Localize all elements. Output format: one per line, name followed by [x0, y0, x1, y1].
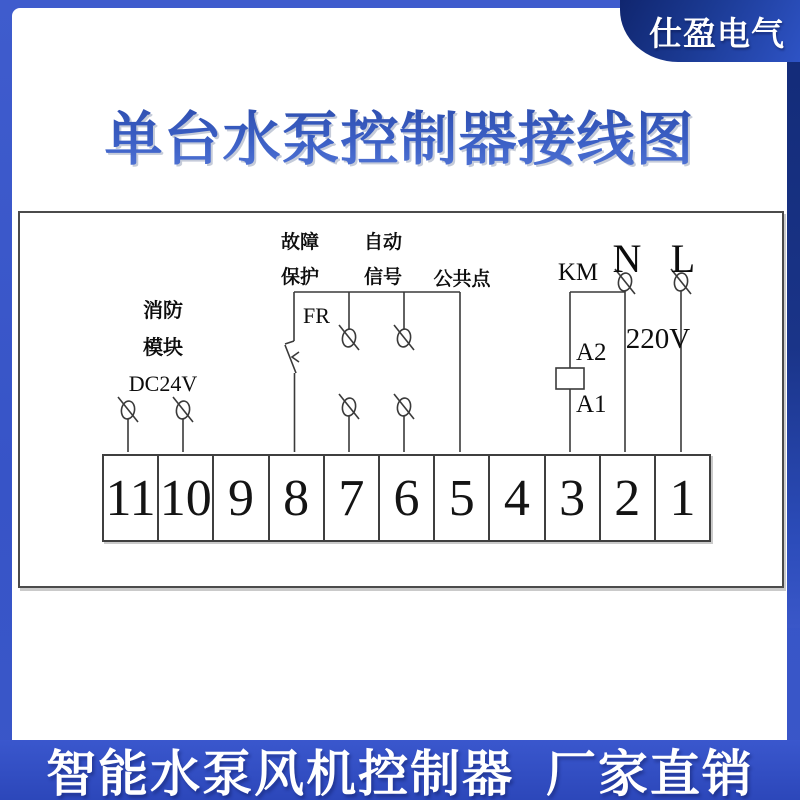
terminal-cell: 4	[488, 456, 543, 540]
right-frame-strip	[787, 0, 800, 628]
neutral-terminal	[615, 269, 635, 452]
fault-protection-label: 故障 保护	[280, 232, 320, 288]
auto-signal-label: 自动 信号	[363, 232, 403, 288]
terminal-cell: 9	[212, 456, 267, 540]
km-coil-branch	[556, 292, 625, 452]
live-label: L	[670, 236, 696, 281]
fire-module-label: 消防 模块	[143, 300, 183, 359]
neutral-label: N	[612, 236, 642, 281]
terminal-cell: 5	[433, 456, 488, 540]
page-title: 单台水泵控制器接线图	[12, 92, 787, 176]
auto-signal-terminal-upper-2	[394, 292, 414, 350]
terminal-cell: 1	[654, 456, 709, 540]
terminal-symbol-cell7	[339, 394, 359, 452]
footer-banner	[0, 740, 800, 800]
a1-label: A1	[576, 391, 607, 418]
brand-badge	[620, 0, 800, 62]
terminal-cell: 8	[268, 456, 323, 540]
km-label: KM	[557, 259, 599, 286]
content-card	[12, 8, 787, 740]
terminal-cell: 6	[378, 456, 433, 540]
common-point-label: 公共点	[433, 269, 491, 290]
fire-module-terminal-cell11	[118, 397, 138, 452]
terminal-strip	[102, 454, 711, 542]
dc24v-label: DC24V	[128, 371, 198, 396]
wiring-diagram	[18, 211, 784, 588]
brand-badge-label: 仕盈电气	[649, 14, 785, 52]
live-terminal	[671, 269, 691, 452]
terminal-cell: 7	[323, 456, 378, 540]
terminal-symbol-cell6	[394, 394, 414, 452]
fr-label: FR	[303, 303, 330, 328]
terminal-cell: 3	[544, 456, 599, 540]
relay-coil	[556, 368, 584, 389]
voltage-label: 220V	[625, 323, 691, 355]
fr-switch	[285, 292, 299, 452]
terminal-cell: 11	[105, 469, 156, 527]
a2-label: A2	[576, 339, 607, 366]
terminal-cell: 2	[599, 456, 654, 540]
footer-banner-label: 智能水泵风机控制器 厂家直销	[46, 746, 754, 800]
fire-module-terminal-cell10	[173, 397, 193, 452]
terminal-cell: 10	[157, 456, 212, 540]
auto-signal-terminal-upper-1	[339, 292, 359, 350]
